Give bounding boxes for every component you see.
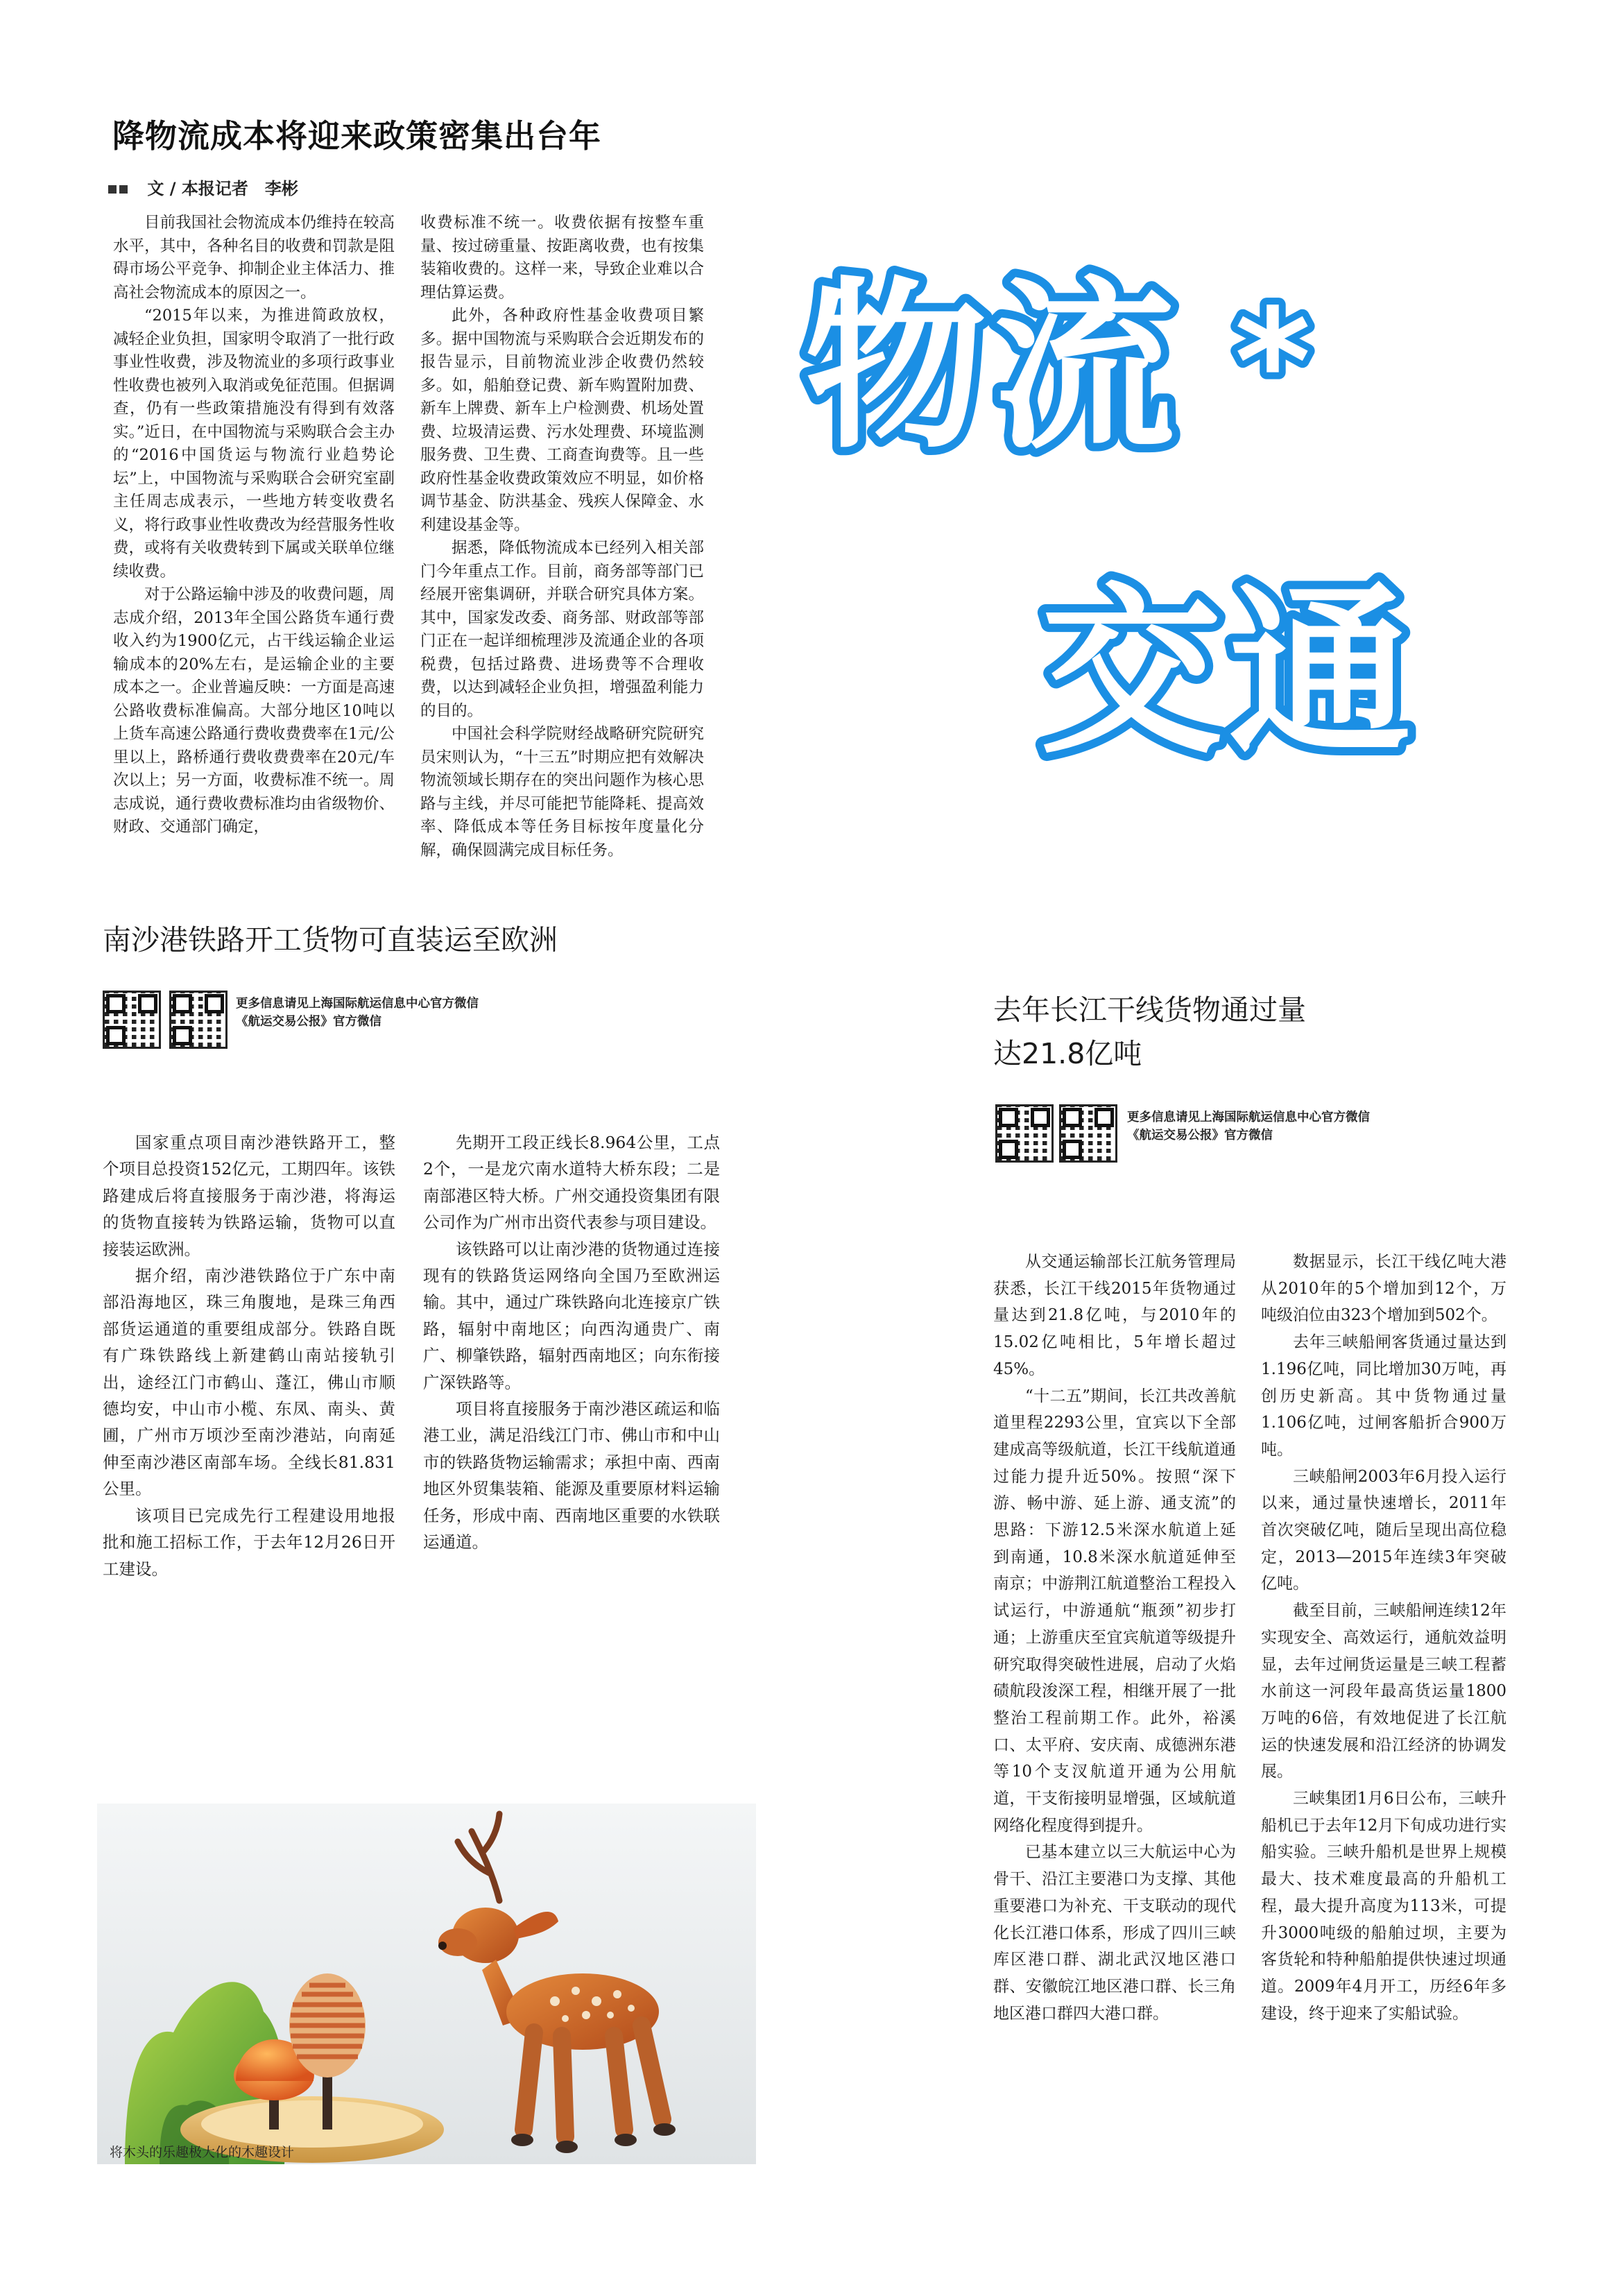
wooden-toys-photo bbox=[97, 1804, 756, 2164]
section-title-asterisk: * bbox=[1235, 277, 1311, 447]
qr-caption-line: 《航运交易公报》官方微信 bbox=[236, 1015, 381, 1029]
article3-qr-caption bbox=[1127, 1108, 1370, 1145]
paragraph: 三峡集团1月6日公布，三峡升船机已于去年12月下旬成功进行实船实验。三峡升船机是世界上规模最大、技术难度最高的升船机工程，最大提升高度为113米，可提升3000吨级的船舶过坝，主要为客货轮和特种船舶提供快速过坝通道。2009年4月开工，历经6年多建设，终于迎来了实船试验。 bbox=[1261, 1790, 1506, 2023]
qr-code-icon bbox=[995, 1104, 1054, 1163]
paragraph: “2015年以来，为推进简政放权，减轻企业负担，国家明令取消了一批行政事业性收费，涉及物流业的多项行政事业性收费也被列入取消或免征范围。但据调查，仍有一些政策措施没有得到有效落实。”近日，在中国物流与采购联合会主办的“2016中国货运与物流行业趋势论坛”上，中国物流与采购联合会研究室副主任周志成表示，一些地方转变收费名义，将行政事业性收费改为经营服务性收费，或将有关收费转到下属或关联单位继续收费。 bbox=[113, 307, 395, 581]
article1-byline bbox=[108, 175, 298, 199]
paragraph: 截至目前，三峡船闸连续12年实现安全、高效运行，通航效益明显，去年过闸货运量是三峡工程蓄水前这一河段年最高货运量1800万吨的6倍，有效地促进了长江航运的快速发展和沿江经济的协调发展。 bbox=[1261, 1602, 1506, 1781]
section-title-wuliu: 物流 bbox=[805, 262, 1182, 472]
paragraph: 该项目已完成先行工程建设用地报批和施工招标工作，于去年12月26日开工建设。 bbox=[103, 1505, 395, 1579]
paragraph: 数据显示，长江干线亿吨大港从2010年的5个增加到12个，万吨级泊位由323个增加到502个。 bbox=[1261, 1253, 1506, 1325]
section-title-graphic-2 bbox=[1027, 541, 1470, 777]
qr-caption-line: 更多信息请见上海国际航运信息中心官方微信 bbox=[236, 997, 479, 1011]
paragraph: “十二五”期间，长江共改善航道里程2293公里，宜宾以下全部建成高等级航道，长江干线航道通过能力提升近50%。按照“深下游、畅中游、延上游、通支流”的思路：下游12.5米深水航道上延到南通，10.8米深水航道延伸至南京；中游荆江航道整治工程投入试运行，中游通航“瓶颈”初步打通；上游重庆至宜宾航道等级提升研究取得突破性进展，启动了火焰碛航段浚深工程，相继开展了一批整治工程前期工作。此外，裕溪口、太平府、安庆南、成德洲东港等10个支汊航道开通为公用航道，干支衔接明显增强，区域航道网络化程度得到提升。 bbox=[993, 1387, 1236, 1835]
article3-column-2 bbox=[1261, 1249, 1506, 2216]
qr-caption-line: 《航运交易公报》官方微信 bbox=[1127, 1129, 1273, 1142]
qr-corner-icon bbox=[173, 1026, 192, 1045]
paragraph: 目前我国社会物流成本仍维持在较高水平，其中，各种名目的收费和罚款是阻碍市场公平竞争、抑制企业主体活力、推高社会物流成本的原因之一。 bbox=[113, 214, 395, 302]
byline-square-icon bbox=[108, 185, 117, 194]
section-title-jiaotong: 交通 bbox=[1040, 567, 1418, 777]
byline-square-icon bbox=[119, 185, 128, 194]
article3-headline-line1: 去年长江干线货物通过量 bbox=[993, 993, 1306, 1027]
article1-column-1 bbox=[113, 212, 395, 874]
article2-column-2 bbox=[423, 1129, 720, 1677]
wooden-toys-illustration bbox=[97, 1804, 756, 2164]
paragraph: 从交通运输部长江航务管理局获悉，长江干线2015年货物通过量达到21.8亿吨，与2010年的15.02亿吨相比，5年增长超过45%。 bbox=[993, 1253, 1236, 1378]
article2-qr-caption bbox=[236, 995, 479, 1031]
qr-corner-icon bbox=[1063, 1140, 1082, 1159]
article1-headline: 降物流成本将迎来政策密集出台年 bbox=[112, 117, 601, 155]
article3-headline-line2: 达21.8亿吨 bbox=[993, 1037, 1142, 1070]
qr-code-icon bbox=[1059, 1104, 1117, 1163]
paragraph: 先期开工段正线长8.964公里，工点2个，一是龙穴南水道特大桥东段；二是南部港区特大桥。广州交通投资集团有限公司作为广州市出资代表参与项目建设。 bbox=[423, 1133, 720, 1233]
photo-caption: 将木头的乐趣极大化的木趣设计 bbox=[110, 2145, 295, 2160]
section-title-graphic bbox=[791, 243, 1401, 472]
qr-caption-line: 更多信息请见上海国际航运信息中心官方微信 bbox=[1127, 1111, 1370, 1124]
paragraph: 去年三峡船闸客货通过量达到1.196亿吨，同比增加30万吨，再创历史新高。其中货物通过量1.106亿吨，过闸客船折合900万吨。 bbox=[1261, 1333, 1506, 1459]
paragraph: 收费标准不统一。收费依据有按整车重量、按过磅重量、按距离收费，也有按集装箱收费的。这样一来，导致企业难以合理估算运费。 bbox=[420, 214, 704, 302]
paragraph: 中国社会科学院财经战略研究院研究员宋则认为，“十三五”时期应把有效解决物流领域长期存在的突出问题作为核心思路与主线，并尽可能把节能降耗、提高效率、降低成本等任务目标按年度量化分解，确保圆满完成目标任务。 bbox=[420, 725, 704, 859]
paragraph: 项目将直接服务于南沙港区疏运和临港工业，满足沿线江门市、佛山市和中山市的铁路货物运输需求；承担中南、西南地区外贸集装箱、能源及重要原材料运输任务，形成中南、西南地区重要的水铁联运通道。 bbox=[423, 1399, 720, 1552]
paragraph: 对于公路运输中涉及的收费问题，周志成介绍，2013年全国公路货车通行费收入约为1900亿元，占干线运输企业运输成本的20%左右，是运输企业的主要成本之一。企业普遍反映：一方面是高速公路收费标准偏高。大部分地区10吨以上货车高速公路通行费收费费率在1元/公里以上，路桥通行费收费费率在20元/车次以上；另一方面，收费标准不统一。周志成说，通行费收费标准均由省级物价、财政、交通部门确定， bbox=[113, 585, 395, 836]
qr-code-icon bbox=[169, 991, 227, 1049]
article1-column-2 bbox=[420, 212, 704, 874]
paragraph: 该铁路可以让南沙港的货物通过连接现有的铁路货运网络向全国乃至欧洲运输。其中，通过广珠铁路向北连接京广铁路，辐射中南地区；向西沟通贵广、南广、柳肇铁路，辐射西南地区；向东衔接广深铁路等。 bbox=[423, 1239, 720, 1392]
qr-code-icon bbox=[103, 991, 161, 1049]
article3-column-1 bbox=[993, 1249, 1236, 2216]
byline-text: 文 / 本报记者 李彬 bbox=[147, 179, 298, 198]
qr-corner-icon bbox=[999, 1140, 1018, 1159]
paragraph: 三峡船闸2003年6月投入运行以来，通过量快速增长，2011年首次突破亿吨，随后呈现出高位稳定，2013—2015年连续3年突破亿吨。 bbox=[1261, 1467, 1506, 1593]
article2-column-1 bbox=[103, 1129, 395, 1677]
paragraph: 据悉，降低物流成本已经列入相关部门今年重点工作。目前，商务部等部门已经展开密集调研，并联合研究具体方案。其中，国家发改委、商务部、财政部等部门正在一起详细梳理涉及流通企业的各项税费，包括过路费、进场费等不合理收费，以达到减轻企业负担，增强盈利能力的目的。 bbox=[420, 539, 704, 720]
article2-headline: 南沙港铁路开工货物可直装运至欧洲 bbox=[103, 923, 558, 957]
paragraph: 据介绍，南沙港铁路位于广东中南部沿海地区，珠三角腹地，是珠三角西部货运通道的重要组成部分。铁路自既有广珠铁路线上新建鹤山南站接轨引出，途经江门市鹤山、蓬江，佛山市顺德均安，中山市小榄、东凤、南头、黄圃，广州市万顷沙至南沙港站，向南延伸至南沙港区南部车场。全线长81.831公里。 bbox=[103, 1266, 395, 1499]
article3-headline bbox=[993, 988, 1306, 1076]
paragraph: 已基本建立以三大航运中心为骨干、沿江主要港口为支撑、其他重要港口为补充、干支联动的现代化长江港口体系，形成了四川三峡库区港口群、湖北武汉地区港口群、安徽皖江地区港口群、长三角地区港口群四大港口群。 bbox=[993, 1843, 1236, 2023]
paragraph: 国家重点项目南沙港铁路开工，整个项目总投资152亿元，工期四年。该铁路建成后将直接服务于南沙港，将海运的货物直接转为铁路运输，货物可以直接装运欧洲。 bbox=[103, 1133, 395, 1259]
qr-corner-icon bbox=[106, 1026, 126, 1045]
section-title-top bbox=[791, 243, 1401, 474]
paragraph: 此外，各种政府性基金收费项目繁多。据中国物流与采购联合会近期发布的报告显示，目前物流业涉企收费仍然较多。如，船舶登记费、新车购置附加费、新车上牌费、新车上户检测费、机场处置费、垃圾清运费、污水处理费、环境监测服务费、卫生费、工商查询费等。且一些政府性基金收费政策效应不明显，如价格调节基金、防洪基金、残疾人保障金、水利建设基金等。 bbox=[420, 307, 704, 534]
section-title-bottom bbox=[1027, 541, 1470, 780]
